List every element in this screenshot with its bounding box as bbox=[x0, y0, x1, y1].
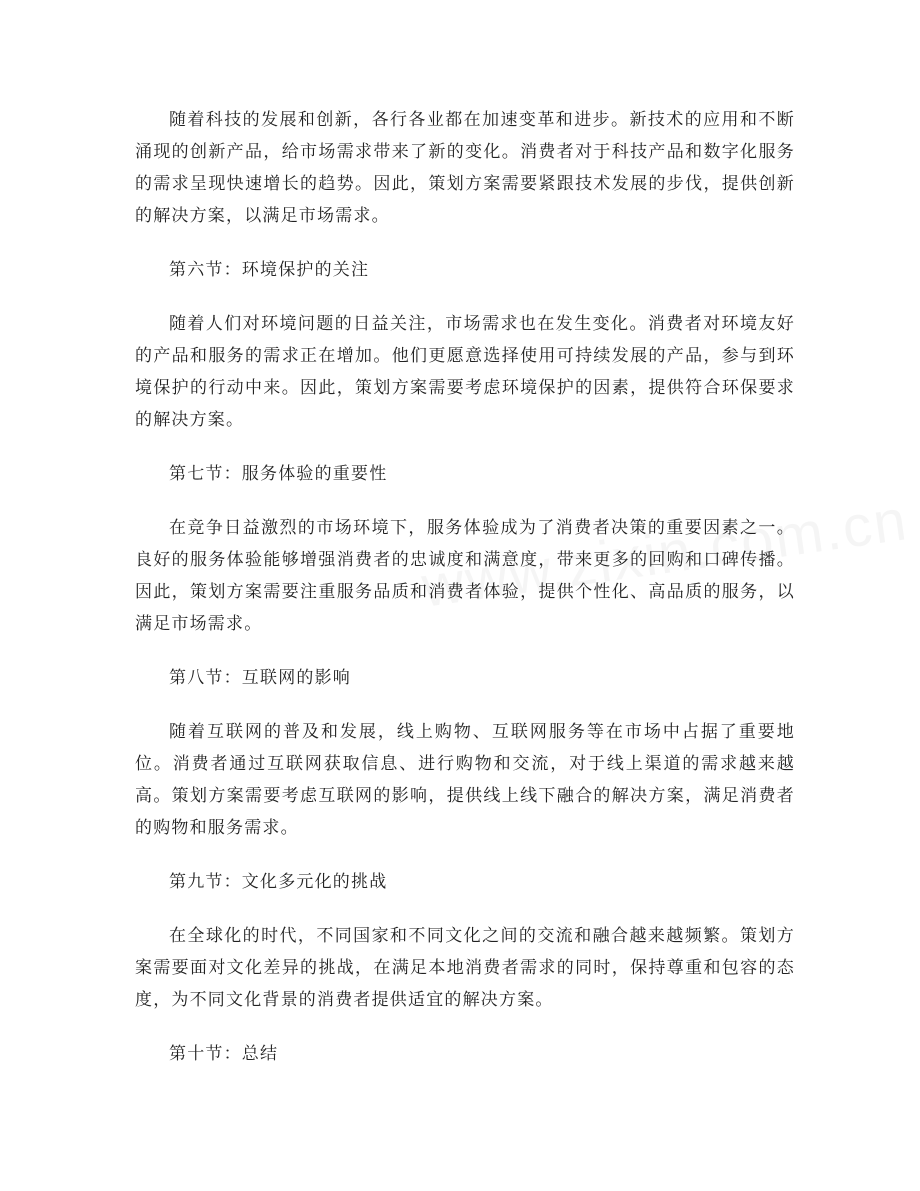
section-heading-8: 第八节：互联网的影响 bbox=[169, 668, 351, 688]
section-heading-10: 第十节：总结 bbox=[169, 1044, 279, 1064]
paragraph-internet: 随着互联网的普及和发展，线上购物、互联网服务等在市场中占据了重要地位。消费者通过互联网获取信息、进行购物和交流，对于线上渠道的需求越来越高。策划方案需要考虑互联网的影响，提供线上线下融合的解决方案，满足消费者的购物和服务需求。 bbox=[135, 722, 795, 838]
section-heading-9: 第九节：文化多元化的挑战 bbox=[169, 872, 388, 892]
paragraph-culture: 在全球化的时代，不同国家和不同文化之间的交流和融合越来越频繁。策划方案需要面对文化差异的挑战，在满足本地消费者需求的同时，保持尊重和包容的态度，为不同文化背景的消费者提供适宜的解决方案。 bbox=[135, 926, 795, 1010]
section-heading-7: 第七节：服务体验的重要性 bbox=[169, 464, 388, 484]
section-heading-6: 第六节：环境保护的关注 bbox=[169, 260, 370, 280]
paragraph-environment: 随着人们对环境问题的日益关注，市场需求也在发生变化。消费者对环境友好的产品和服务的需求正在增加。他们更愿意选择使用可持续发展的产品，参与到环境保护的行动中来。因此，策划方案需要考虑环境保护的因素，提供符合环保要求的解决方案。 bbox=[135, 314, 795, 430]
document-body bbox=[135, 104, 795, 1092]
paragraph-tech-innovation: 随着科技的发展和创新，各行各业都在加速变革和进步。新技术的应用和不断涌现的创新产品，给市场需求带来了新的变化。消费者对于科技产品和数字化服务的需求呈现快速增长的趋势。因此，策划方案需要紧跟技术发展的步伐，提供创新的解决方案，以满足市场需求。 bbox=[135, 110, 795, 226]
paragraph-service-experience: 在竞争日益激烈的市场环境下，服务体验成为了消费者决策的重要因素之一。良好的服务体验能够增强消费者的忠诚度和满意度，带来更多的回购和口碑传播。因此，策划方案需要注重服务品质和消费者体验，提供个性化、高品质的服务，以满足市场需求。 bbox=[135, 518, 795, 634]
